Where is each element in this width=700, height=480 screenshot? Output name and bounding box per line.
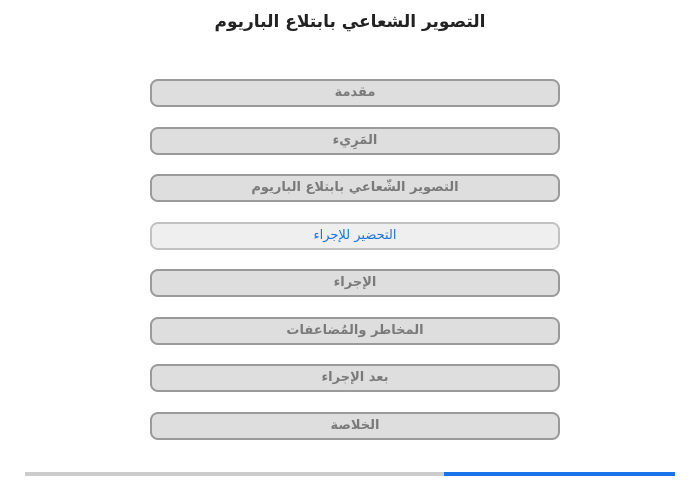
menu-item-summary[interactable]: الخلاصة	[150, 412, 560, 440]
menu-item-preparation[interactable]: التحضير للإجراء	[150, 222, 560, 250]
chapter-menu	[150, 79, 560, 459]
progress-bar-fill	[444, 472, 675, 476]
progress-bar	[25, 472, 675, 476]
menu-item-procedure[interactable]: الإجراء	[150, 269, 560, 297]
menu-item-risks-complications[interactable]: المخاطر والمُضاعفات	[150, 317, 560, 345]
menu-item-after-procedure[interactable]: بعد الإجراء	[150, 364, 560, 392]
page-title: التصوير الشعاعي بابتلاع الباريوم	[214, 12, 486, 32]
menu-item-introduction[interactable]: مقدمة	[150, 79, 560, 107]
menu-item-esophagus[interactable]: المَرِيء	[150, 127, 560, 155]
menu-item-barium-swallow[interactable]: التصوير الشّعاعي بابتلاع الباريوم	[150, 174, 560, 202]
